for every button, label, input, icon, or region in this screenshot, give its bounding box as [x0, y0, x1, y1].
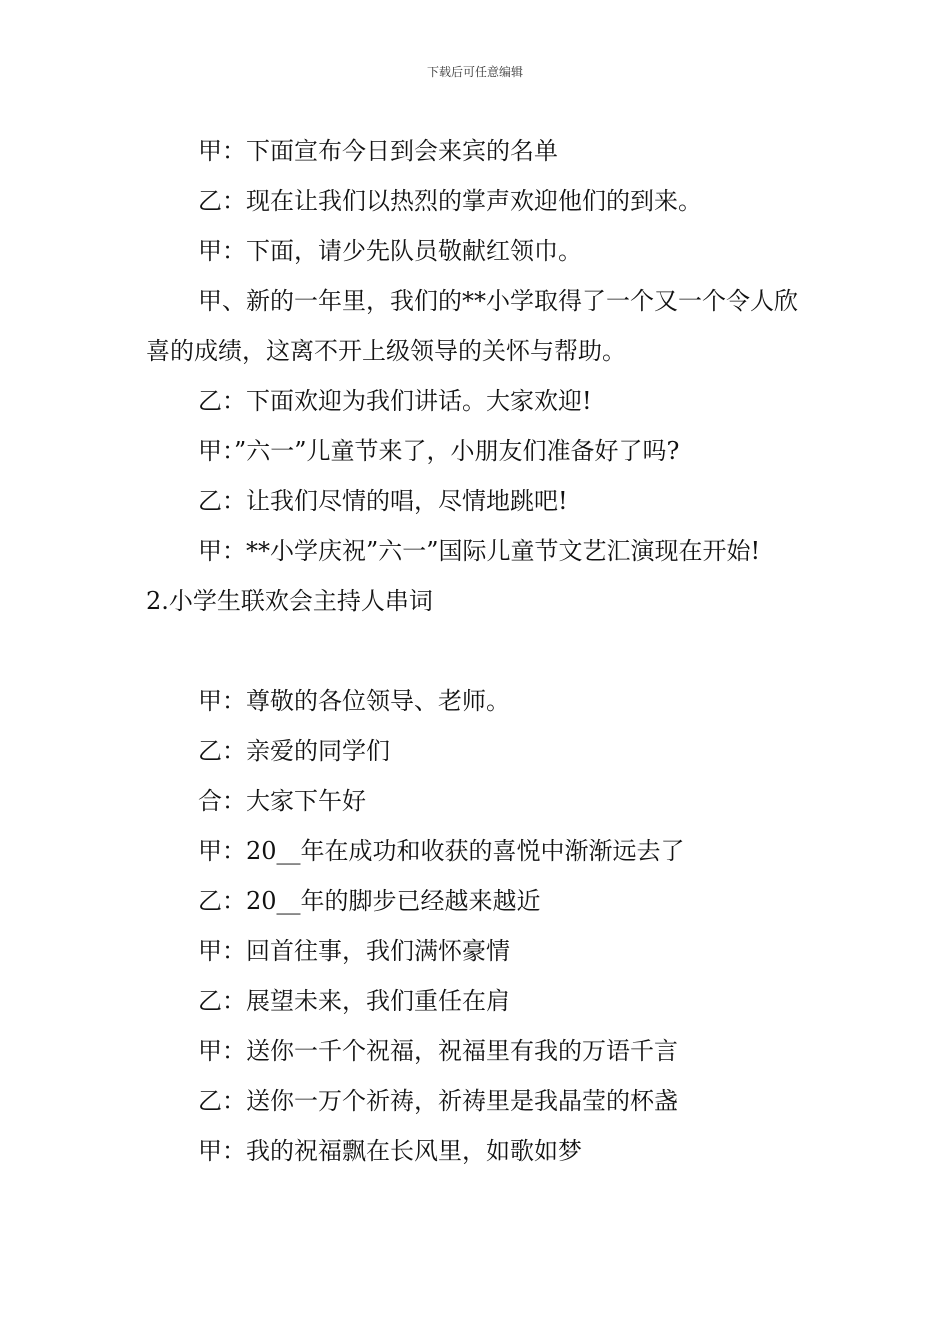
paragraph: 乙：亲爱的同学们	[198, 737, 390, 765]
paragraph: 甲、新的一年里，我们的**小学取得了一个又一个令人欣喜的成绩，这离不开上级领导的关怀与帮助。	[146, 287, 798, 365]
paragraph: 乙：送你一万个祈祷，祈祷里是我晶莹的杯盏	[198, 1087, 678, 1115]
paragraph: 甲：送你一千个祝福，祝福里有我的万语千言	[198, 1037, 678, 1065]
paragraph: 甲：**小学庆祝”六一”国际儿童节文艺汇演现在开始!	[198, 537, 761, 565]
paragraph: 甲：下面，请少先队员敬献红领巾。	[198, 237, 582, 265]
paragraph: 乙：展望未来，我们重任在肩	[198, 987, 510, 1015]
paragraph: 甲：我的祝福飘在长风里，如歌如梦	[198, 1137, 582, 1165]
paragraph: 甲：回首往事，我们满怀豪情	[198, 937, 510, 965]
paragraph: 合：大家下午好	[198, 787, 366, 815]
paragraph: 甲：下面宣布今日到会来宾的名单	[198, 137, 558, 165]
paragraph: 甲：20__年在成功和收获的喜悦中渐渐远去了	[198, 837, 685, 865]
blank-line	[146, 626, 810, 676]
page-header: 下载后可任意编辑	[426, 65, 523, 79]
paragraph: 乙：下面欢迎为我们讲话。大家欢迎!	[198, 387, 592, 415]
paragraph: 乙：20__年的脚步已经越来越近	[198, 887, 541, 915]
paragraph: 乙：让我们尽情的唱，尽情地跳吧!	[198, 487, 568, 515]
paragraph: 甲：尊敬的各位领导、老师。	[198, 687, 510, 715]
document-body	[146, 126, 810, 1176]
paragraph: 乙：现在让我们以热烈的掌声欢迎他们的到来。	[198, 187, 702, 215]
paragraph: 甲：”六一”儿童节来了，小朋友们准备好了吗?	[198, 437, 680, 465]
section-heading: 2.小学生联欢会主持人串词	[146, 587, 433, 615]
